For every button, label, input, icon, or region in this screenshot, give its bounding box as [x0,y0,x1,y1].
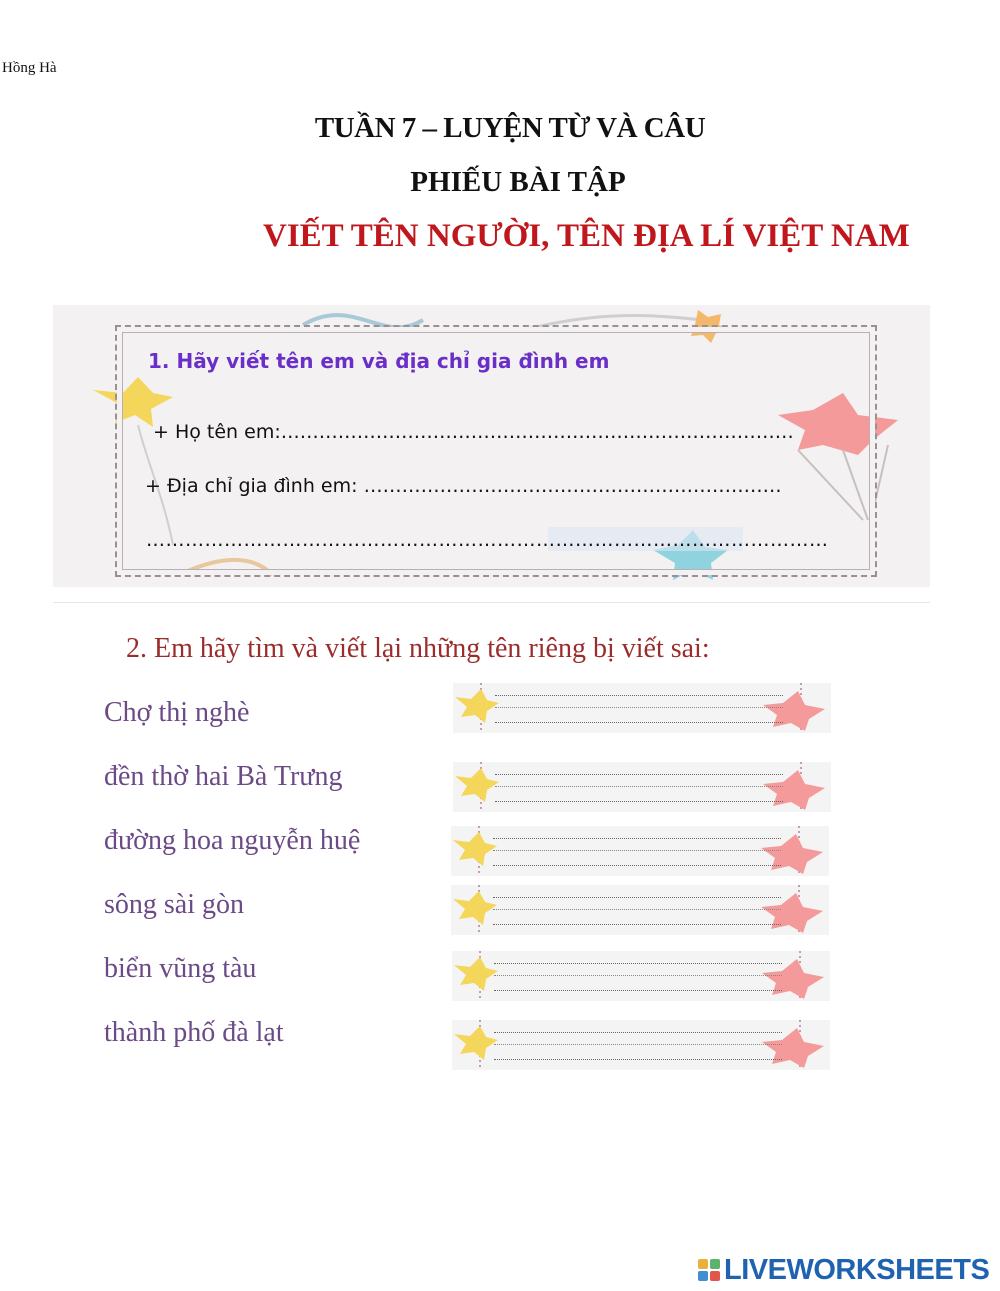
misspelled-name: thành phố đà lạt [104,1017,284,1048]
answer-input[interactable] [453,683,831,733]
worksheet-title-week: TUẦN 7 – LUYỆN TỪ VÀ CÂU [314,112,706,144]
worksheet-title-type: PHIẾU BÀI TẬP [410,166,626,198]
address-continuation-field[interactable]: …………………………………………………………………………………………… [146,529,829,551]
answer-input[interactable] [452,1020,830,1070]
star-icon [453,832,497,866]
address-field[interactable]: + Địa chỉ gia đình em: ………………………………………………………… [145,475,782,497]
worksheet-title-topic: VIẾT TÊN NGƯỜI, TÊN ĐỊA LÍ VIỆT NAM [263,218,910,254]
star-icon [455,768,499,802]
logo-text: LIVEWORKSHEETS [724,1253,990,1286]
misspelled-name: biển vũng tàu [104,953,257,984]
misspelled-name: đền thờ hai Bà Trưng [104,761,343,792]
answer-input[interactable] [453,762,831,812]
author-name: Hồng Hà [2,60,57,76]
misspelled-name: đường hoa nguyễn huệ [104,825,361,856]
star-icon [454,1026,498,1060]
liveworksheets-logo[interactable] [698,1253,989,1287]
exercise1-title: 1. Hãy viết tên em và địa chỉ gia đình em [148,349,610,373]
section-divider [53,602,930,603]
logo-icon [698,1259,720,1281]
name-field[interactable]: + Họ tên em:……………………………………………………………………… [153,421,794,443]
star-icon [453,891,497,925]
star-icon [455,689,499,723]
answer-input[interactable] [451,885,829,935]
misspelled-name: Chợ thị nghè [104,697,250,728]
star-icon [454,957,498,991]
exercise2-title: 2. Em hãy tìm và viết lại những tên riêng bị viết sai: [126,633,710,664]
answer-input[interactable] [451,826,829,876]
exercise1-card [53,305,930,587]
misspelled-name: sông sài gòn [104,889,244,920]
answer-input[interactable] [452,951,830,1001]
